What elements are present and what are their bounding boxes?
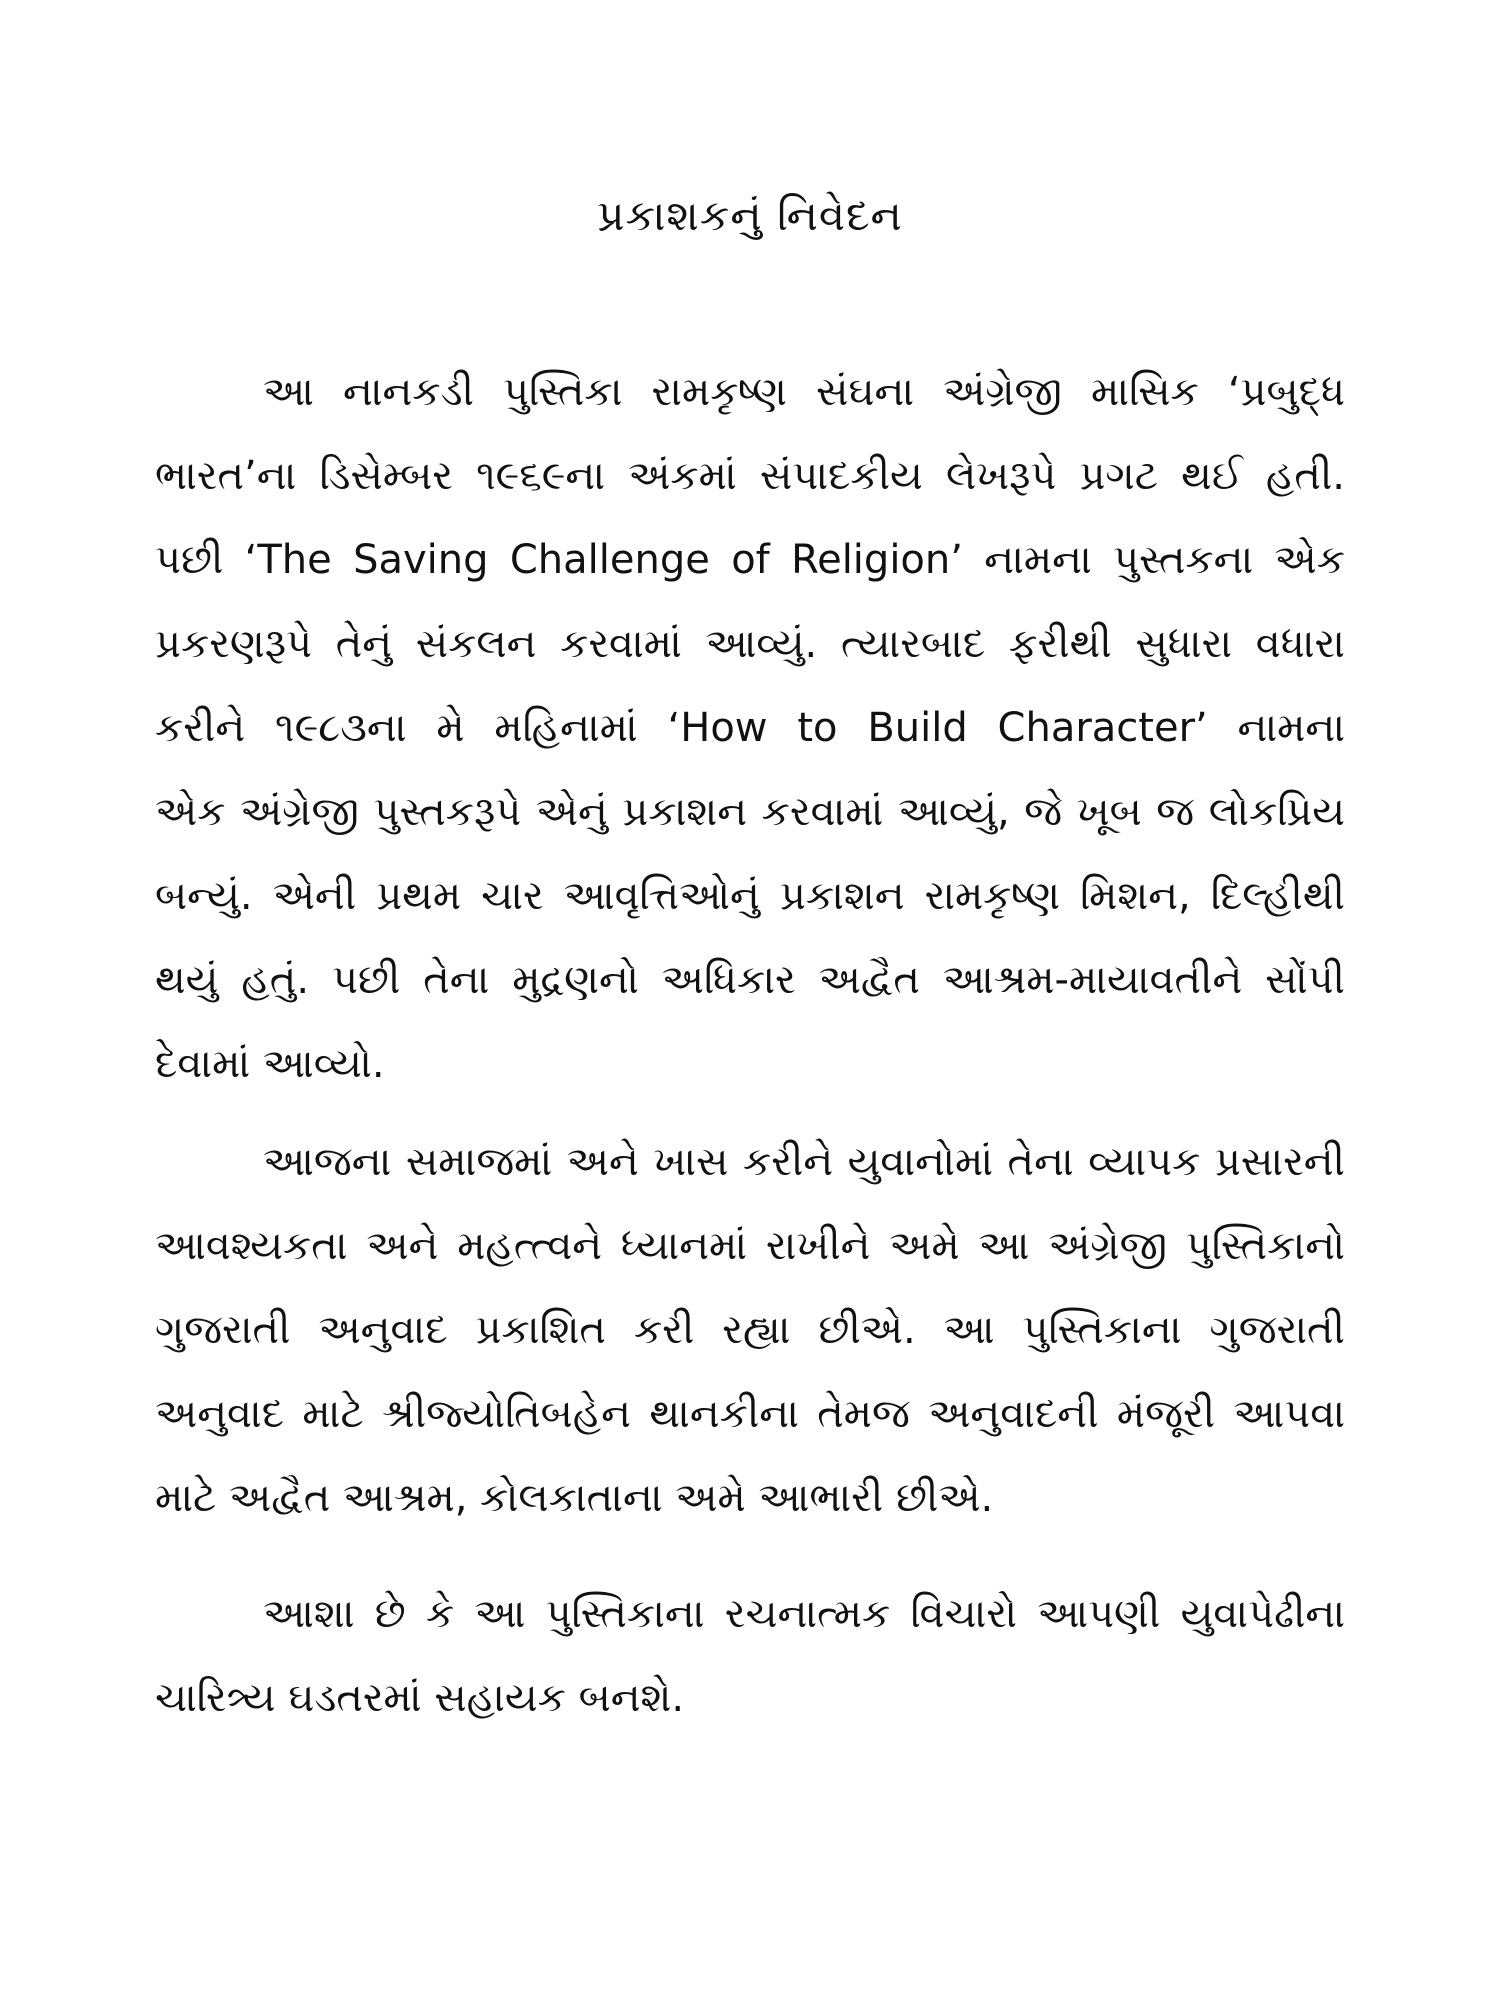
paragraph-line: આજના સમાજમાં અને ખાસ કરીને યુવાનોમાં તેના વ્યાપક પ્રસારની — [263, 1139, 1345, 1185]
paragraph-line: પ્રકરણરૂપે તેનું સંકલન કરવામાં આવ્યું. ત્યારબાદ ફરીથી સુધારા વધારા — [155, 621, 1345, 667]
paragraph-line: આવશ્યકતા અને મહત્ત્વને ધ્યાનમાં રાખીને અમે આ અંગ્રેજી પુસ્તિકાનો — [155, 1223, 1345, 1269]
paragraph-2 — [155, 1120, 1345, 1540]
paragraph-line: પછી ‘The Saving Challenge of Religion’ નામના પુસ્તકના એક — [155, 537, 1345, 583]
paragraph-line: ગુજરાતી અનુવાદ પ્રકાશિત કરી રહ્યા છીએ. આ પુસ્તિકાના ગુજરાતી — [155, 1307, 1345, 1353]
page-title: પ્રકાશકનું નિવેદન — [597, 191, 903, 240]
paragraph-line: ચારિત્ર્ય ઘડતરમાં સહાયક બનશે. — [155, 1675, 685, 1721]
paragraph-line: એક અંગ્રેજી પુસ્તકરૂપે એનું પ્રકાશન કરવામાં આવ્યું, જે ખૂબ જ લોકપ્રિય — [155, 789, 1345, 835]
paragraph-line: ભારત’ના ડિસેમ્બર ૧૯૬૯ના અંકમાં સંપાદકીય લેખરૂપે પ્રગટ થઈ હતી. — [155, 453, 1345, 499]
paragraph-line: કરીને ૧૯૮૩ના મે મહિનામાં ‘How to Build Character’ નામના — [155, 705, 1345, 751]
paragraph-line: આશા છે કે આ પુસ્તિકાના રચનાત્મક વિચારો આપણી યુવાપેઢીના — [263, 1591, 1345, 1637]
paragraph-line: આ નાનકડી પુસ્તિકા રામકૃષ્ણ સંઘના અંગ્રેજી માસિક ‘પ્રબુદ્ધ — [263, 369, 1345, 415]
paragraph-line: દેવામાં આવ્યો. — [155, 1041, 385, 1087]
paragraph-line: બન્યું. એની પ્રથમ ચાર આવૃત્તિઓનું પ્રકાશન રામકૃષ્ણ મિશન, દિલ્હીથી — [155, 873, 1345, 919]
paragraph-3 — [155, 1572, 1345, 1740]
paragraph-line: અનુવાદ માટે શ્રીજ્યોતિબહેન થાનકીના તેમજ અનુવાદની મંજૂરી આપવા — [155, 1391, 1345, 1437]
paragraph-line: થયું હતું. પછી તેના મુદ્રણનો અધિકાર અદ્વૈત આશ્રમ-માયાવતીને સોંપી — [155, 957, 1345, 1003]
paragraph-1 — [155, 350, 1345, 1106]
paragraph-line: માટે અદ્વૈત આશ્રમ, કોલકાતાના અમે આભારી છીએ. — [155, 1475, 994, 1521]
